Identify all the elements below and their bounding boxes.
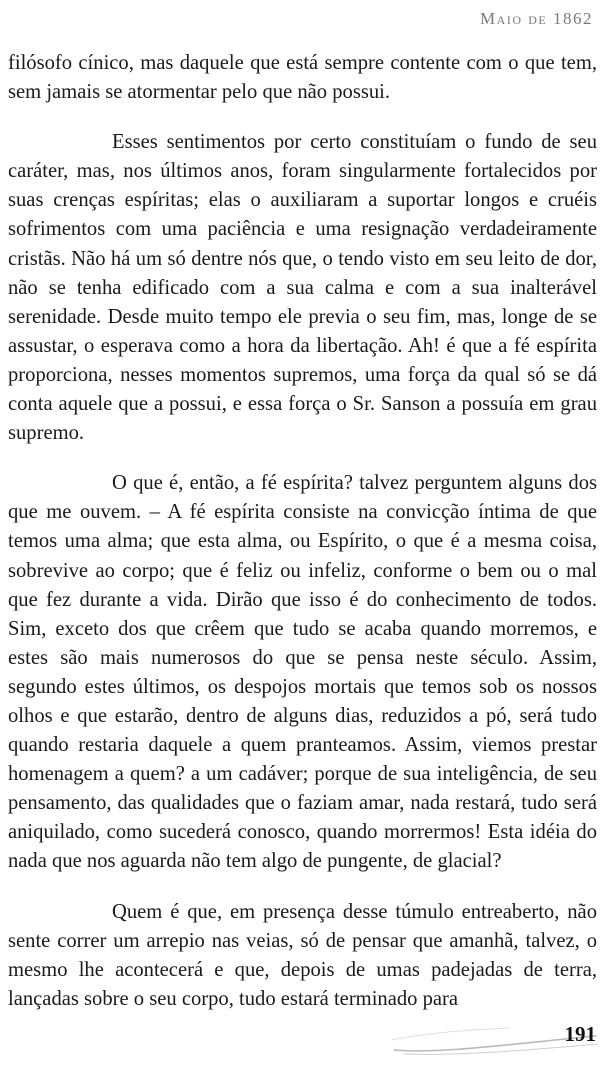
paragraph-4: Quem é que, em presença desse túmulo entreaberto, não sente correr um arrepio nas veias, só de pensar que amanhã, talvez, o mesmo lhe acontecerá e que, depois de umas padejadas de terra, lançadas sobre o seu corpo, tudo estará terminado para	[8, 900, 597, 1010]
paragraph-3: O que é, então, a fé espírita? talvez perguntem alguns dos que me ouvem. – A fé espírita consiste na convicção íntima de que temos uma alma; que esta alma, ou Espírito, o que é a mesma coisa, sobrevive ao corpo; que é feliz ou infeliz, conforme o bem ou o mal que fez durante a vida. Dirão que isso é do conhecimento de todos. Sim, exceto dos que crêem que tudo se acaba quando morremos, e estes são mais numerosos do que se pensa neste século. Assim, segundo estes últimos, os despojos mortais que temos sob os nossos olhos e que estarão, dentro de alguns dias, reduzidos a pó, será tudo quando restaria daquele a quem pranteamos. Assim, viemos prestar homenagem a quem? a um cadáver; porque de sua inteligência, de seu pensamento, das qualidades que o faziam amar, nada restará, tudo será aniquilado, como sucederá conosco, quando morrermos! Esta idéia do nada que nos aguarda não tem algo de pungente, de glacial?	[8, 472, 597, 873]
paragraph-2: Esses sentimentos por certo constituíam o fundo de seu caráter, mas, nos últimos anos, foram singularmente fortalecidos por suas crenças espíritas; elas o auxiliaram a suportar longos e cruéis sofrimentos com uma paciência e uma resignação verdadeiramente cristãs. Não há um só dentre nós que, o tendo visto em seu leito de dor, não se tenha edificado com a sua calma e com a sua inalterável serenidade. Desde muito tempo ele previa o seu fim, mas, longe de se assustar, o esperava como a hora da libertação. Ah! é que a fé espírita proporciona, nesses momentos supremos, uma força da qual só se dá conta aquele que a possui, e essa força o Sr. Sanson a possuía em grau supremo.	[8, 131, 597, 445]
page-number: 191	[564, 1022, 596, 1046]
paragraph-1: filósofo cínico, mas daquele que está sempre contente com o que tem, sem jamais se atormentar pelo que não possui.	[8, 52, 597, 104]
running-header: Maio de 1862	[480, 9, 593, 28]
page-footer	[390, 1014, 605, 1060]
body-text	[8, 49, 597, 1014]
